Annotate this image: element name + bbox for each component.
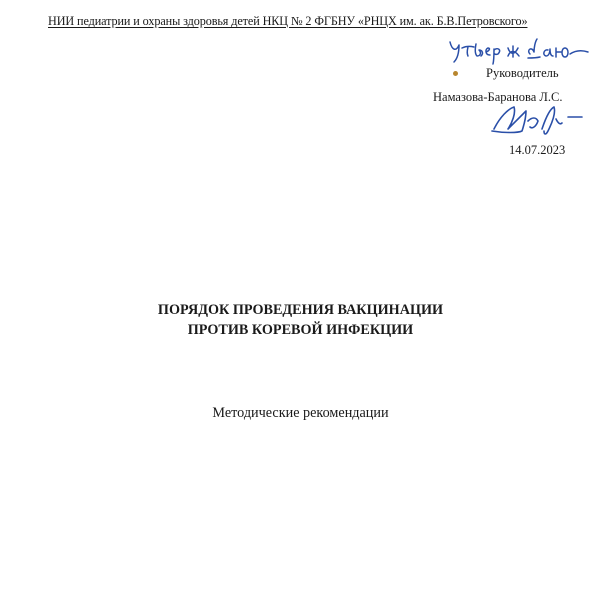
approval-dot <box>453 71 458 76</box>
handwritten-approval-mark <box>444 36 592 66</box>
document-title-line-1: ПОРЯДОК ПРОВЕДЕНИЯ ВАКЦИНАЦИИ <box>157 302 444 318</box>
organization-header: НИИ педиатрии и охраны здоровья детей НКЦ № 2 ФГБНУ «РНЦХ им. ак. Б.В.Петровского» <box>48 14 528 28</box>
approval-position: Руководитель <box>486 66 559 80</box>
document-title <box>0 300 601 340</box>
document-subtitle: Методические рекомендации <box>212 405 389 421</box>
signature <box>486 103 586 137</box>
approval-date: 14.07.2023 <box>509 143 566 157</box>
approval-name: Намазова-Баранова Л.С. <box>433 90 563 104</box>
document-title-line-2: ПРОТИВ КОРЕВОЙ ИНФЕКЦИИ <box>187 322 414 338</box>
